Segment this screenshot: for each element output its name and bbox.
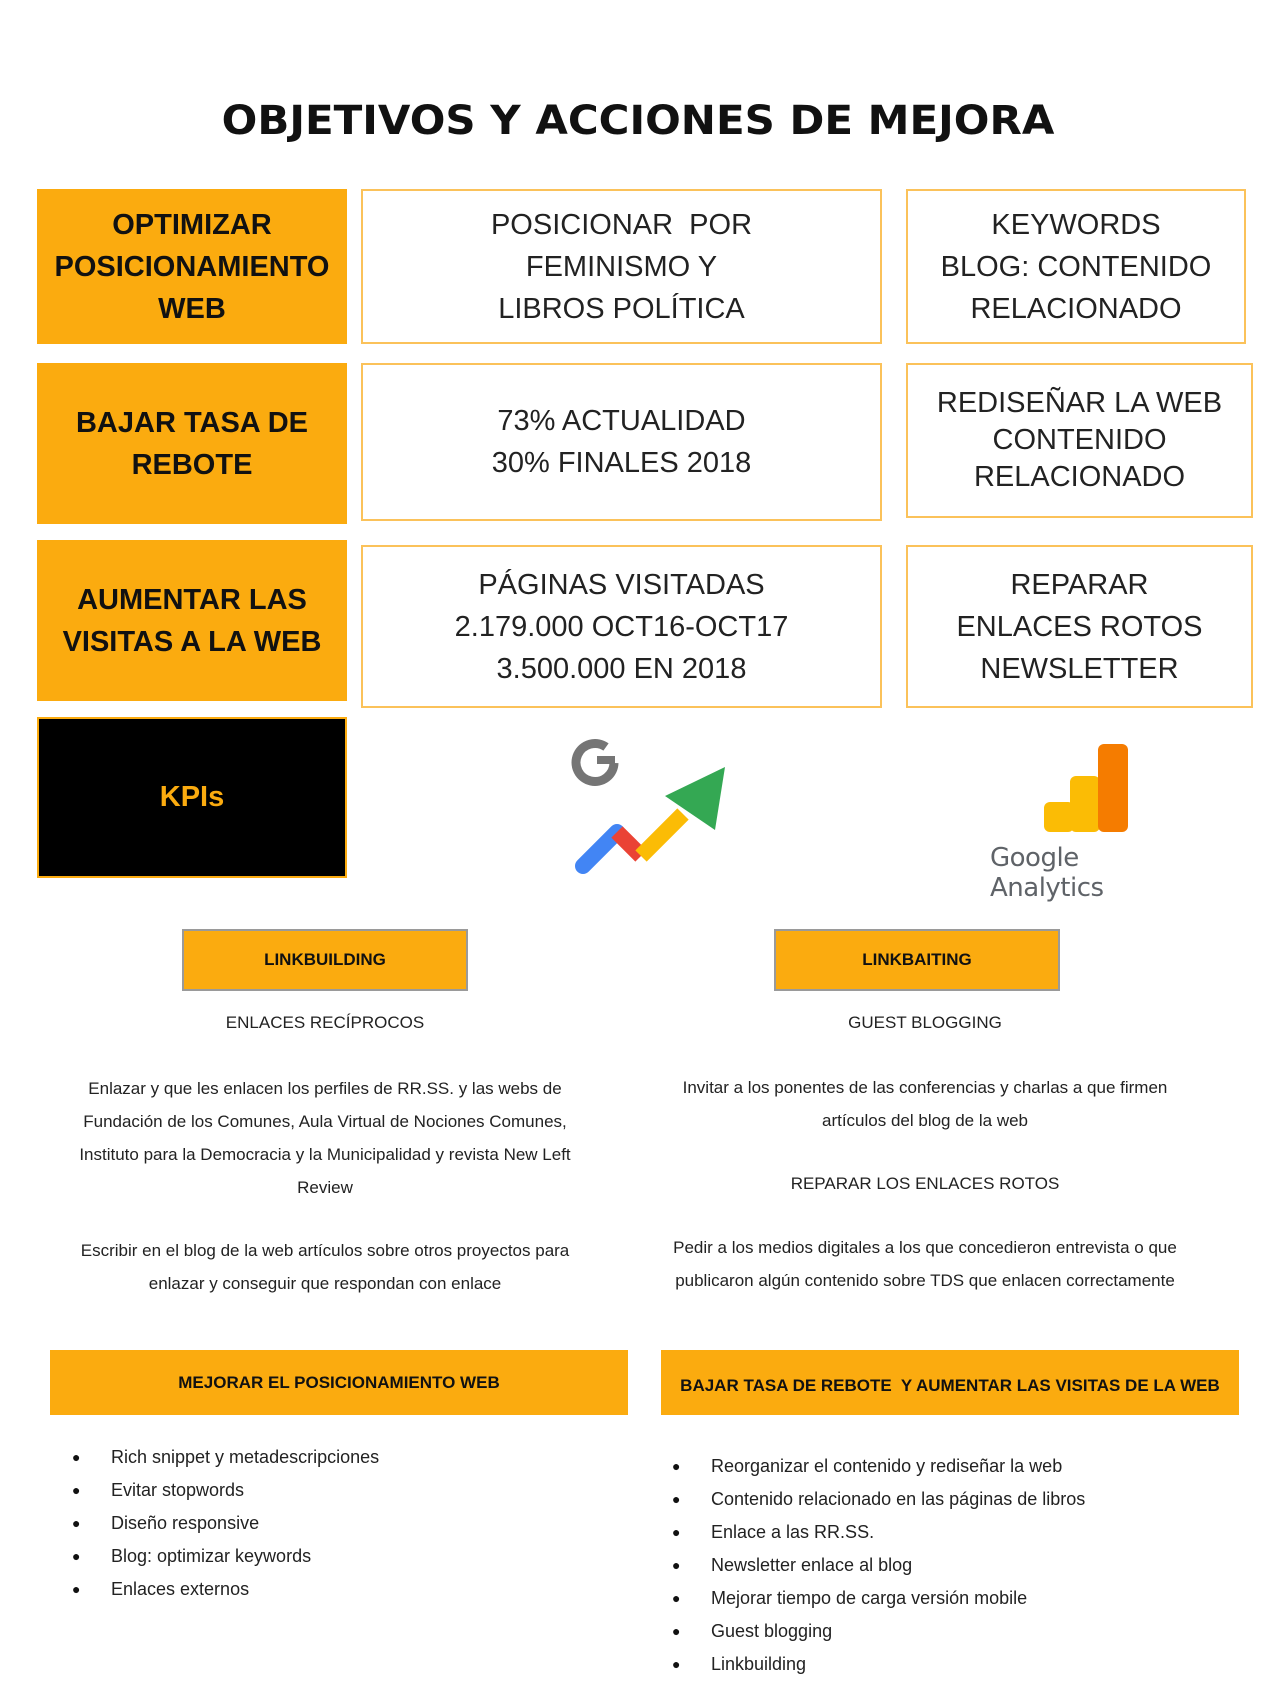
- linkbaiting-subtitle-2: REPARAR LOS ENLACES ROTOS: [790, 1174, 1060, 1193]
- objective-line: REBOTE: [131, 448, 253, 481]
- linkbaiting-subtitle: GUEST BLOGGING: [848, 1013, 1002, 1032]
- linkbaiting-tag: [774, 929, 1060, 991]
- action-line: RELACIONADO: [970, 292, 1182, 325]
- bounce-list: [650, 1450, 1250, 1681]
- action-line: RELACIONADO: [973, 461, 1186, 493]
- objective-bounce: [37, 363, 347, 524]
- objective-line: WEB: [158, 292, 226, 325]
- action-bounce: [906, 363, 1253, 518]
- objective-line: AUMENTAR LAS: [77, 583, 307, 616]
- list-item: ● Enlaces externos: [50, 1573, 610, 1606]
- google-analytics-icon: [1040, 740, 1140, 835]
- objective-line: VISITAS A LA WEB: [62, 625, 322, 658]
- linkbuilding-paragraph: [40, 1234, 610, 1300]
- objective-line: BAJAR TASA DE: [75, 406, 308, 439]
- objective-line: POSICIONAMIENTO: [54, 250, 330, 283]
- action-seo: [906, 189, 1246, 344]
- bounce-section-title: BAJAR TASA DE REBOTE Y AUMENTAR LAS VISITAS DE LA WEB: [680, 1375, 1220, 1395]
- list-item: ● Newsletter enlace al blog: [650, 1549, 1250, 1582]
- list-item: ● Mejorar tiempo de carga versión mobile: [650, 1582, 1250, 1615]
- text-line: Enlazar y que les enlacen los perfiles de RR.SS. y las webs de: [88, 1079, 562, 1098]
- action-line: ENLACES ROTOS: [956, 610, 1203, 643]
- text-line: Pedir a los medios digitales a los que concedieron entrevista o que: [673, 1238, 1177, 1257]
- action-line: CONTENIDO: [992, 424, 1167, 456]
- list-item: ● Contenido relacionado en las páginas de libros: [650, 1483, 1250, 1516]
- list-item: ● Linkbuilding: [650, 1648, 1250, 1681]
- text-line: Escribir en el blog de la web artículos sobre otros proyectos para: [80, 1241, 570, 1260]
- google-trends-icon: [570, 735, 730, 875]
- google-analytics-text: Google Analytics: [990, 843, 1104, 903]
- text-line: enlazar y conseguir que respondan con enlace: [148, 1274, 502, 1293]
- objective-visits: [37, 540, 347, 701]
- text-line: Fundación de los Comunes, Aula Virtual de Nociones Comunes,: [83, 1112, 567, 1131]
- text-line: artículos del blog de la web: [821, 1111, 1029, 1130]
- goal-line: 30% FINALES 2018: [491, 447, 752, 479]
- text-line: Invitar a los ponentes de las conferencias y charlas a que firmen: [682, 1078, 1168, 1097]
- seo-section-header: [50, 1350, 628, 1415]
- text-line: publicaron algún contenido sobre TDS que enlacen correctamente: [675, 1271, 1175, 1290]
- page-title: OBJETIVOS Y ACCIONES DE MEJORA: [221, 98, 1055, 144]
- linkbuilding-subtitle: ENLACES RECÍPROCOS: [225, 1013, 425, 1032]
- list-item: ● Evitar stopwords: [50, 1474, 610, 1507]
- goal-line: PÁGINAS VISITADAS: [478, 568, 765, 601]
- list-item: ● Blog: optimizar keywords: [50, 1540, 610, 1573]
- goal-line: LIBROS POLÍTICA: [498, 292, 745, 325]
- goal-line: 3.500.000 EN 2018: [496, 652, 747, 685]
- action-line: BLOG: CONTENIDO: [940, 250, 1212, 283]
- action-line: REDISEÑAR LA WEB: [936, 387, 1223, 419]
- seo-list: [50, 1441, 610, 1606]
- list-item: ● Rich snippet y metadescripciones: [50, 1441, 610, 1474]
- linkbuilding-paragraph: [40, 1072, 610, 1204]
- list-item: ● Enlace a las RR.SS.: [650, 1516, 1250, 1549]
- objective-seo: [37, 189, 347, 344]
- goal-line: 73% ACTUALIDAD: [497, 405, 746, 437]
- goal-line: FEMINISMO Y: [525, 250, 718, 283]
- text-line: Review: [297, 1178, 353, 1197]
- seo-section-title: MEJORAR EL POSICIONAMIENTO WEB: [178, 1372, 500, 1392]
- goal-seo: [361, 189, 882, 344]
- objective-line: OPTIMIZAR: [112, 208, 272, 241]
- goal-visits: [361, 545, 882, 708]
- linkbaiting-paragraph: [630, 1231, 1220, 1297]
- goal-bounce: [361, 363, 882, 521]
- goal-line: 2.179.000 OCT16-OCT17: [454, 610, 789, 643]
- list-item: ● Reorganizar el contenido y rediseñar la web: [650, 1450, 1250, 1483]
- bounce-section-header: [661, 1350, 1239, 1415]
- action-line: NEWSLETTER: [980, 652, 1179, 685]
- linkbaiting-paragraph: [630, 1071, 1220, 1137]
- kpis-label: KPIs: [159, 781, 225, 813]
- linkbuilding-tag: [182, 929, 468, 991]
- action-line: REPARAR: [1010, 568, 1149, 601]
- linkbaiting-label: LINKBAITING: [862, 950, 972, 969]
- list-item: ● Diseño responsive: [50, 1507, 610, 1540]
- list-item: ● Guest blogging: [650, 1615, 1250, 1648]
- linkbuilding-label: LINKBUILDING: [264, 950, 386, 969]
- text-line: Instituto para la Democracia y la Municipalidad y revista New Left: [79, 1145, 571, 1164]
- action-line: KEYWORDS: [991, 208, 1161, 241]
- kpis-box: [37, 717, 347, 878]
- goal-line: POSICIONAR POR: [490, 208, 753, 241]
- action-visits: [906, 545, 1253, 708]
